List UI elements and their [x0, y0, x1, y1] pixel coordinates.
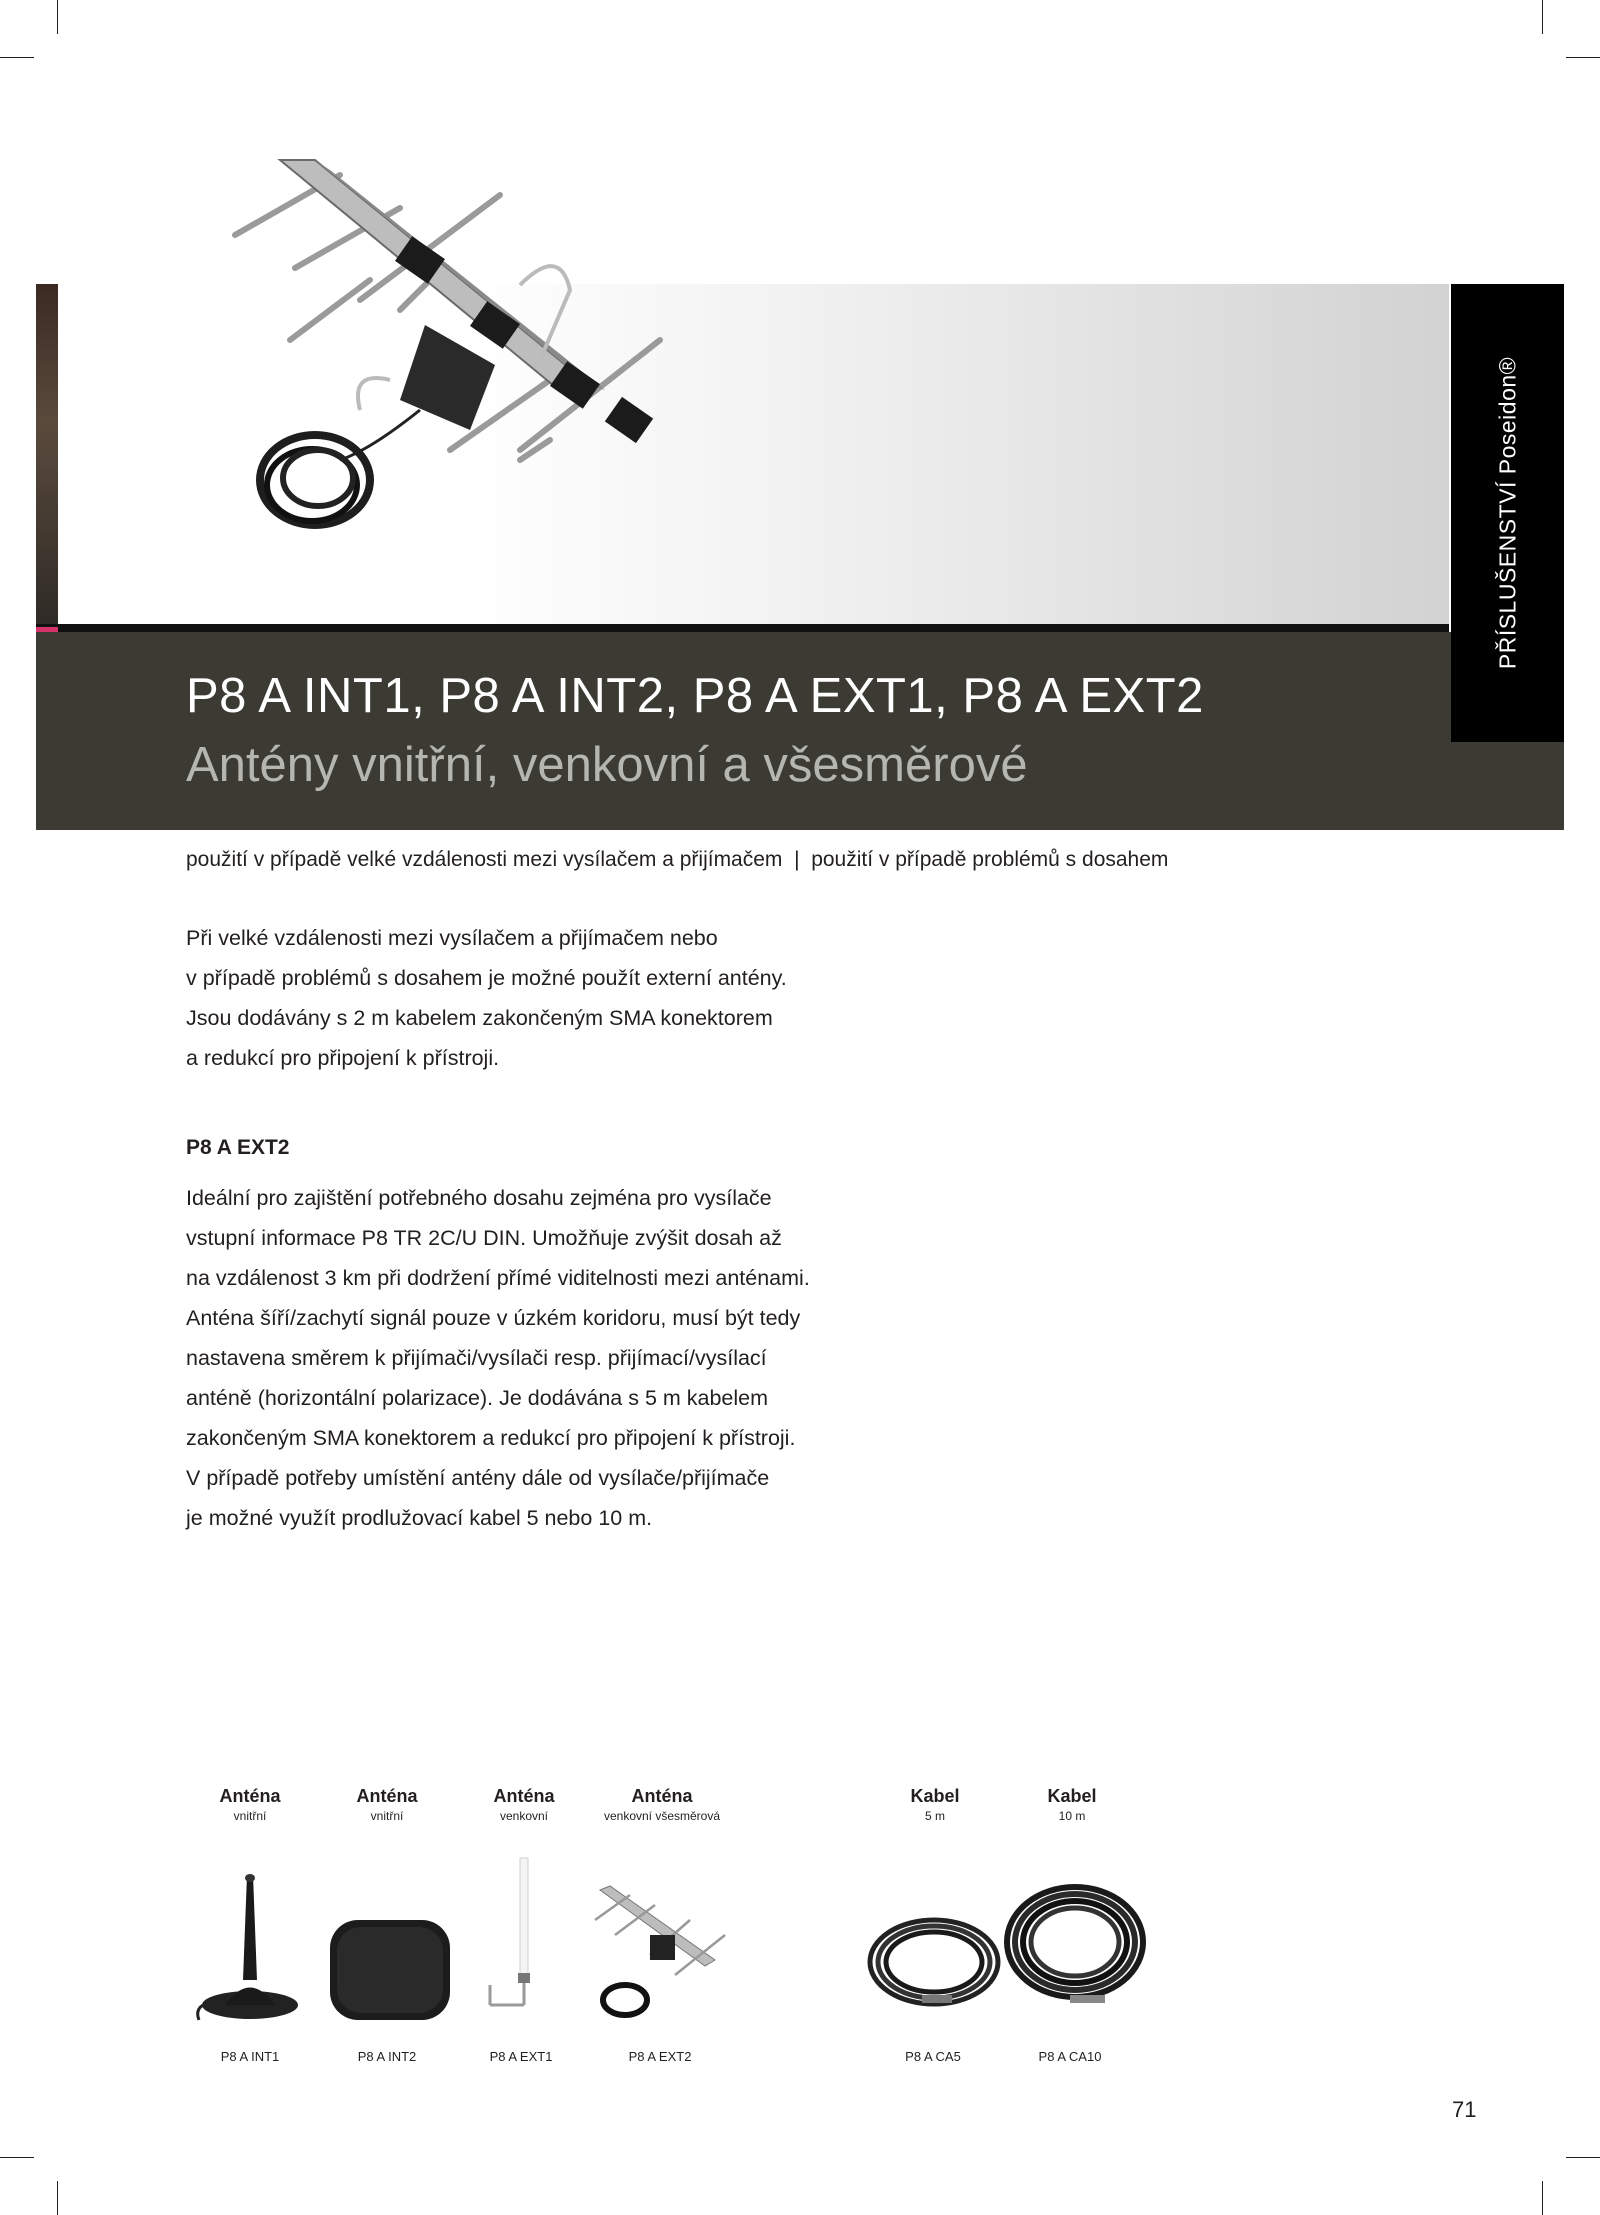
section-paragraph [186, 1178, 840, 1538]
crop-mark [1542, 0, 1543, 34]
crop-mark [57, 2181, 58, 2215]
yagi-antenna-image [590, 1880, 750, 2030]
title-band [36, 632, 1564, 830]
product-desc: venkovní [499, 1809, 549, 1823]
section-line: Anténa šíří/zachytí signál pouze v úzkém koridoru, musí být tedy [186, 1306, 801, 1330]
intro-line: Při velké vzdálenosti mezi vysílačem a přijímačem nebo [186, 926, 718, 950]
product-header [444, 1786, 604, 1823]
section-side-tab-label: PŘÍSLUŠENSTVÍ Poseidon® [1494, 356, 1520, 670]
product-code: P8 A INT1 [220, 2049, 280, 2064]
crop-mark [0, 57, 34, 58]
product-title: Anténa [631, 1786, 693, 1806]
outdoor-antenna-image [480, 1855, 560, 2025]
product-code: P8 A EXT2 [628, 2049, 692, 2064]
product-desc: 5 m [924, 1809, 945, 1823]
product-code: P8 A CA5 [905, 2049, 961, 2064]
intro-line: a redukcí pro připojení k přístroji. [186, 1046, 500, 1070]
section-line: je možné využít prodlužovací kabel 5 nebo 10 m. [186, 1506, 653, 1530]
intro-line: Jsou dodávány s 2 m kabelem zakončeným SMA konektorem [186, 1006, 773, 1030]
product-title: Anténa [356, 1786, 418, 1806]
page-title: P8 A INT1, P8 A INT2, P8 A EXT1, P8 A EXT2 [186, 669, 1204, 723]
product-code: P8 A EXT1 [489, 2049, 553, 2064]
page-number: 71 [1452, 2097, 1477, 2122]
section-line: na vzdálenost 3 km při dodržení přímé viditelnosti mezi anténami. [186, 1266, 810, 1290]
product-header [307, 1786, 467, 1823]
hero-divider [36, 624, 1449, 632]
crop-mark [1566, 57, 1600, 58]
yagi-antenna-hero-image [220, 150, 690, 620]
product-title: Kabel [1047, 1786, 1097, 1806]
product-desc: vnitřní [233, 1809, 267, 1823]
section-line: zakončeným SMA konektorem a redukcí pro připojení k přístroji. [186, 1426, 796, 1450]
crop-mark [1542, 2181, 1543, 2215]
section-side-tab [1451, 284, 1564, 742]
product-desc: venkovní všesměrová [603, 1809, 721, 1823]
product-header [855, 1786, 1015, 1823]
product-header [170, 1786, 330, 1823]
cable-5m-image [862, 1900, 1007, 2025]
product-desc: 10 m [1058, 1809, 1086, 1823]
crop-mark [57, 0, 58, 34]
crop-mark [0, 2157, 34, 2158]
indoor-antenna-image [325, 1915, 455, 2025]
product-title: Anténa [493, 1786, 555, 1806]
product-code: P8 A CA10 [1038, 2049, 1102, 2064]
photo-strip [36, 284, 58, 630]
product-header [582, 1786, 742, 1823]
section-line: V případě potřeby umístění antény dále od vysílače/přijímače [186, 1466, 770, 1490]
product-title: Anténa [219, 1786, 281, 1806]
product-desc: vnitřní [370, 1809, 404, 1823]
section-heading: P8 A EXT2 [186, 1136, 290, 1159]
section-line: nastavena směrem k přijímači/vysílači resp. přijímací/vysílací [186, 1346, 767, 1370]
intro-line: v případě problémů s dosahem je možné použít externí antény. [186, 966, 787, 990]
intro-paragraph [186, 918, 840, 1078]
product-header [992, 1786, 1152, 1823]
magnetic-antenna-image [195, 1870, 305, 2030]
section-line: anténě (horizontální polarizace). Je dodávána s 5 m kabelem [186, 1386, 769, 1410]
section-line: vstupní informace P8 TR 2C/U DIN. Umožňuje zvýšit dosah až [186, 1226, 782, 1250]
page-subtitle: Antény vnitřní, venkovní a všesměrové [186, 738, 1028, 792]
section-line: Ideální pro zajištění potřebného dosahu zejména pro vysílače [186, 1186, 772, 1210]
product-code: P8 A INT2 [357, 2049, 417, 2064]
product-title: Kabel [910, 1786, 960, 1806]
cable-10m-image [1000, 1870, 1150, 2020]
crop-mark [1566, 2157, 1600, 2158]
tagline: použití v případě velké vzdálenosti mezi vysílačem a přijímačem | použití v případě problémů s dosahem [186, 848, 1169, 871]
